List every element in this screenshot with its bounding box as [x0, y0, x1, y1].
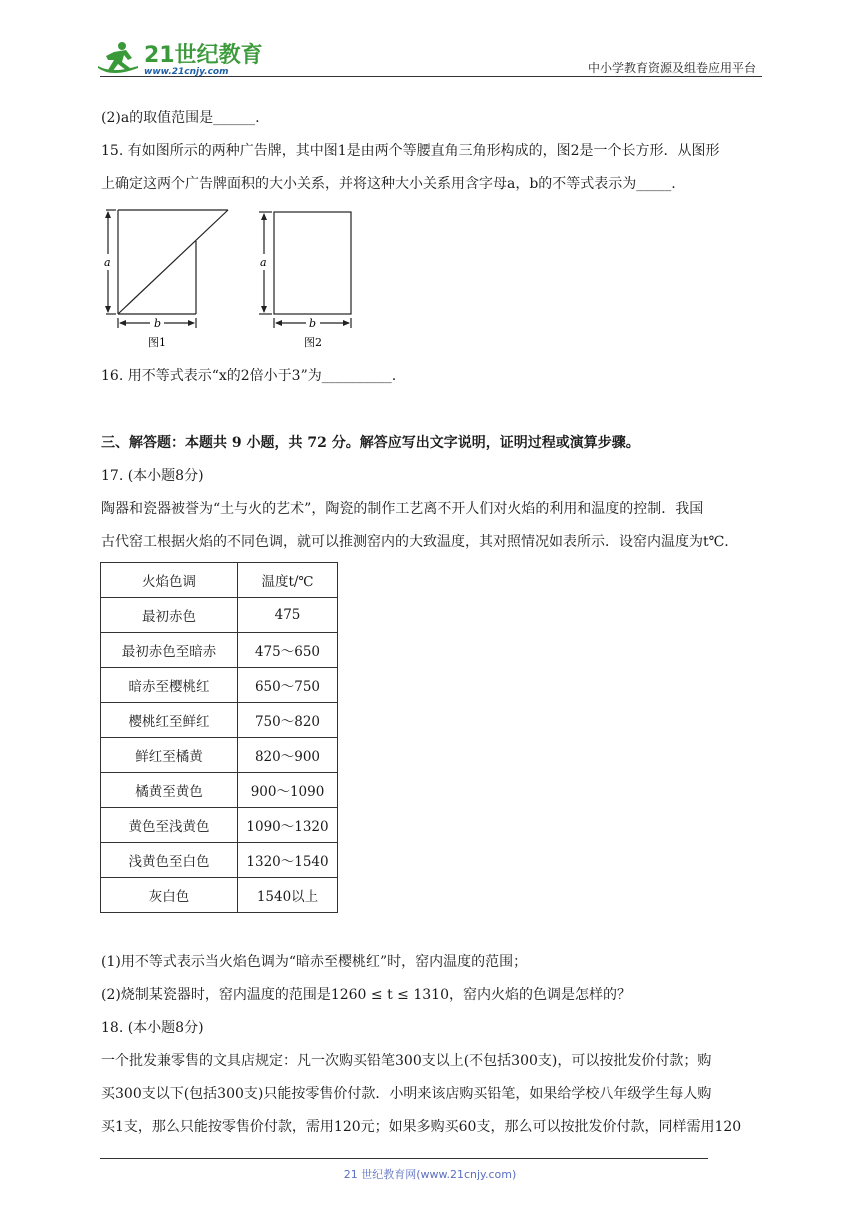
table-cell: 1090～1320 [238, 808, 338, 843]
table-row [101, 668, 338, 703]
table-cell: 黄色至浅黄色 [101, 808, 238, 843]
logo-url: www.21cnjy.com [144, 67, 229, 77]
question-17-part-1: (1)用不等式表示当火焰色调为“暗赤至樱桃红”时，窑内温度的范围； [101, 954, 528, 970]
header-platform-text: 中小学教育资源及组卷应用平台 [587, 61, 756, 75]
answer-line-2: (2)a的取值范围是______. [101, 110, 260, 126]
fig1-a-label: a [104, 256, 111, 269]
question-18-line-3: 买1支，那么只能按零售价付款，需用120元；如果多购买60支，那么可以按批发价付款，同样需用120 [101, 1119, 742, 1135]
table-row [101, 773, 338, 808]
table-cell: 820～900 [238, 738, 338, 773]
question-17-part-2: (2)烧制某瓷器时，窑内温度的范围是1260 ≤ t ≤ 1310，窑内火焰的色调是怎样的？ [101, 987, 631, 1003]
logo-text: 21世纪教育 [144, 43, 262, 68]
question-15-line-1: 15. 有如图所示的两种广告牌，其中图1是由两个等腰直角三角形构成的，图2是一个长方形．从图形 [101, 143, 720, 159]
table-cell: 1540以上 [238, 878, 338, 913]
table-cell: 475 [238, 598, 338, 633]
section-3-heading: 三、解答题：本题共 9 小题，共 72 分。解答应写出文字说明，证明过程或演算步骤。 [101, 435, 640, 451]
table-header-cell: 温度t/℃ [238, 563, 338, 598]
question-15-line-2: 上确定这两个广告牌面积的大小关系，并将这种大小关系用含字母a，b的不等式表示为_____. [101, 176, 676, 192]
fig1-b-label: b [154, 317, 162, 330]
table-row [101, 878, 338, 913]
table-cell: 鲜红至橘黄 [101, 738, 238, 773]
question-17-title: 17. (本小题8分) [101, 468, 204, 484]
table-cell: 650～750 [238, 668, 338, 703]
table-row [101, 598, 338, 633]
table-header-row [101, 563, 338, 598]
figure-2 [254, 204, 374, 354]
table-row [101, 808, 338, 843]
table-cell: 灰白色 [101, 878, 238, 913]
footer-link[interactable]: 21 世纪教育网(www.21cnjy.com) [343, 1168, 517, 1181]
table-cell: 900～1090 [238, 773, 338, 808]
header-divider [100, 76, 762, 77]
table-cell: 1320～1540 [238, 843, 338, 878]
table-header-cell: 火焰色调 [101, 563, 238, 598]
flame-temperature-table [100, 562, 338, 913]
figure-1 [98, 204, 238, 354]
table-cell: 最初赤色 [101, 598, 238, 633]
fig2-a-label: a [260, 256, 267, 269]
question-18-title: 18. (本小题8分) [101, 1020, 204, 1036]
table-row [101, 703, 338, 738]
footer-divider [100, 1158, 708, 1159]
table-cell: 最初赤色至暗赤 [101, 633, 238, 668]
table-cell: 暗赤至樱桃红 [101, 668, 238, 703]
table-cell: 750～820 [238, 703, 338, 738]
fig1-caption: 图1 [148, 336, 166, 349]
question-18-line-2: 买300支以下(包括300支)只能按零售价付款．小明来该店购买铅笔，如果给学校八年级学生每人购 [101, 1086, 712, 1102]
fig2-caption: 图2 [304, 336, 322, 349]
table-cell: 橘黄至黄色 [101, 773, 238, 808]
table-row [101, 738, 338, 773]
question-16: 16. 用不等式表示“x的2倍小于3”为__________. [101, 368, 397, 384]
question-17-line-1: 陶器和瓷器被誉为“土与火的艺术”，陶瓷的制作工艺离不开人们对火焰的利用和温度的控制．我国 [101, 501, 704, 517]
table-row [101, 633, 338, 668]
table-cell: 475～650 [238, 633, 338, 668]
site-logo [92, 38, 262, 78]
table-cell: 樱桃红至鲜红 [101, 703, 238, 738]
question-18-line-1: 一个批发兼零售的文具店规定：凡一次购买铅笔300支以上(不包括300支)，可以按批发价付款；购 [101, 1053, 712, 1069]
table-row [101, 843, 338, 878]
table-cell: 浅黄色至白色 [101, 843, 238, 878]
question-17-line-2: 古代窑工根据火焰的不同色调，就可以推测窑内的大致温度，其对照情况如表所示．设窑内温度为t℃. [101, 534, 729, 550]
fig2-b-label: b [309, 317, 317, 330]
